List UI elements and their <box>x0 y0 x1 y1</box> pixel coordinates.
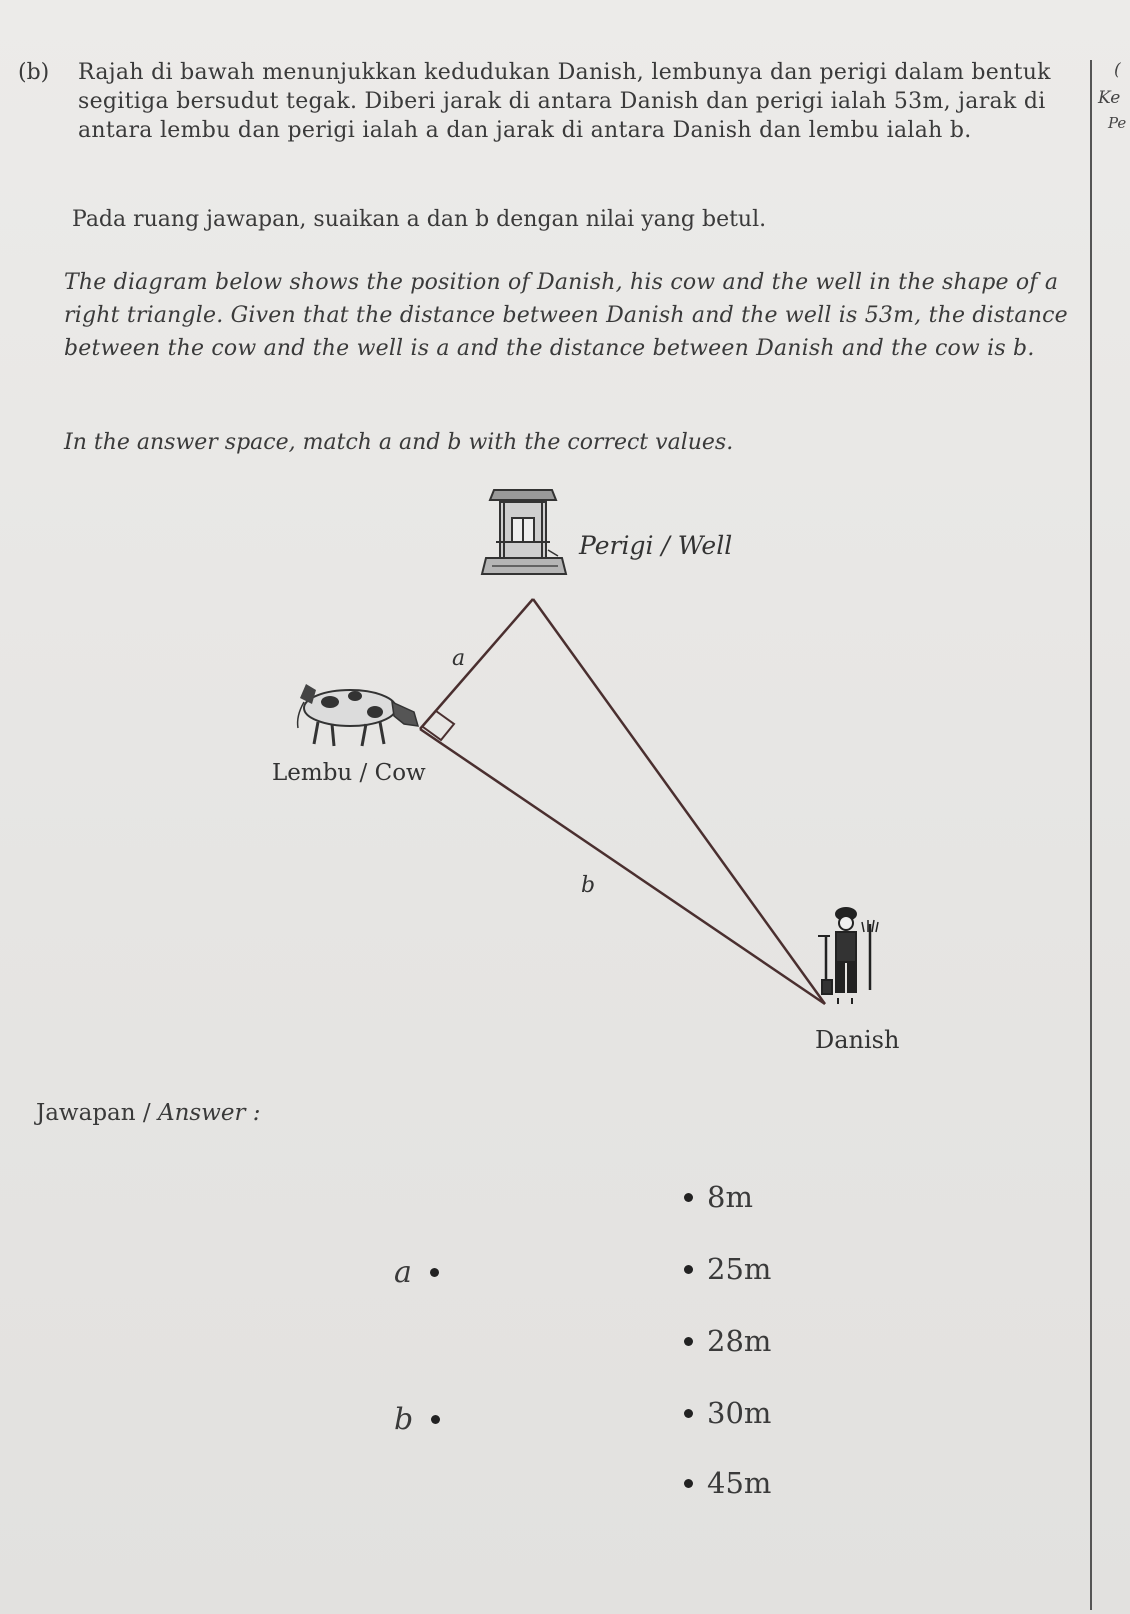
match-option-8m[interactable] <box>684 1180 753 1214</box>
option-dot[interactable] <box>684 1193 693 1202</box>
triangle-diagram <box>0 480 1130 1060</box>
variable-b-label: b <box>394 1402 414 1437</box>
variable-a-dot[interactable] <box>430 1268 439 1277</box>
farmer-icon <box>818 908 878 1004</box>
triangle <box>420 599 825 1004</box>
well-icon <box>482 490 566 574</box>
variable-a-label: a <box>394 1255 412 1290</box>
option-dot[interactable] <box>684 1409 693 1418</box>
variable-b-dot[interactable] <box>431 1415 440 1424</box>
side-note-2: Ke <box>1098 88 1121 108</box>
match-variable-a[interactable] <box>394 1255 439 1290</box>
match-variable-b[interactable] <box>394 1402 440 1437</box>
cow-label: Lembu / Cow <box>272 760 426 786</box>
answer-title-english: Answer : <box>157 1100 261 1126</box>
answer-title <box>36 1100 261 1126</box>
hypotenuse-side <box>533 599 825 1004</box>
question-text-malay: Rajah di bawah menunjukkan kedudukan Danish, lembunya dan perigi dalam bentuk segitiga bersudut tegak. Diberi jarak di antara Danish dan perigi ialah 53m, jarak di antara lembu dan perigi ialah a dan jarak di antara Danish dan lembu ialah b. <box>78 60 1051 143</box>
question-text-english: The diagram below shows the position of Danish, his cow and the well in the shape of a right triangle. Given that the distance between Danish and the well is 53m, the distance between the cow and the well is a and the distance between Danish and the cow is b. <box>64 270 1068 361</box>
match-option-25m[interactable] <box>684 1252 771 1286</box>
option-dot[interactable] <box>684 1479 693 1488</box>
option-label: 25m <box>707 1252 772 1286</box>
person-label: Danish <box>815 1026 900 1054</box>
instruction-malay: Pada ruang jawapan, suaikan a dan b dengan nilai yang betul. <box>72 207 767 232</box>
side-note-1: ( <box>1114 60 1121 80</box>
match-option-30m[interactable] <box>684 1396 771 1430</box>
side-a <box>420 599 533 729</box>
well-label: Perigi / Well <box>579 531 733 560</box>
match-option-45m[interactable] <box>684 1466 771 1500</box>
side-b <box>420 729 825 1004</box>
cow-icon <box>298 684 418 746</box>
option-dot[interactable] <box>684 1265 693 1274</box>
option-label: 45m <box>707 1466 772 1500</box>
option-label: 8m <box>707 1180 753 1214</box>
match-option-28m[interactable] <box>684 1324 771 1358</box>
option-label: 30m <box>707 1396 772 1430</box>
side-note-3: Pe <box>1108 114 1127 132</box>
instruction-english: In the answer space, match a and b with the correct values. <box>64 430 734 455</box>
option-dot[interactable] <box>684 1337 693 1346</box>
side-b-label: b <box>581 873 596 898</box>
question-label: (b) <box>18 60 50 85</box>
side-a-label: a <box>452 646 466 671</box>
answer-title-malay: Jawapan / <box>36 1100 158 1126</box>
option-label: 28m <box>707 1324 772 1358</box>
